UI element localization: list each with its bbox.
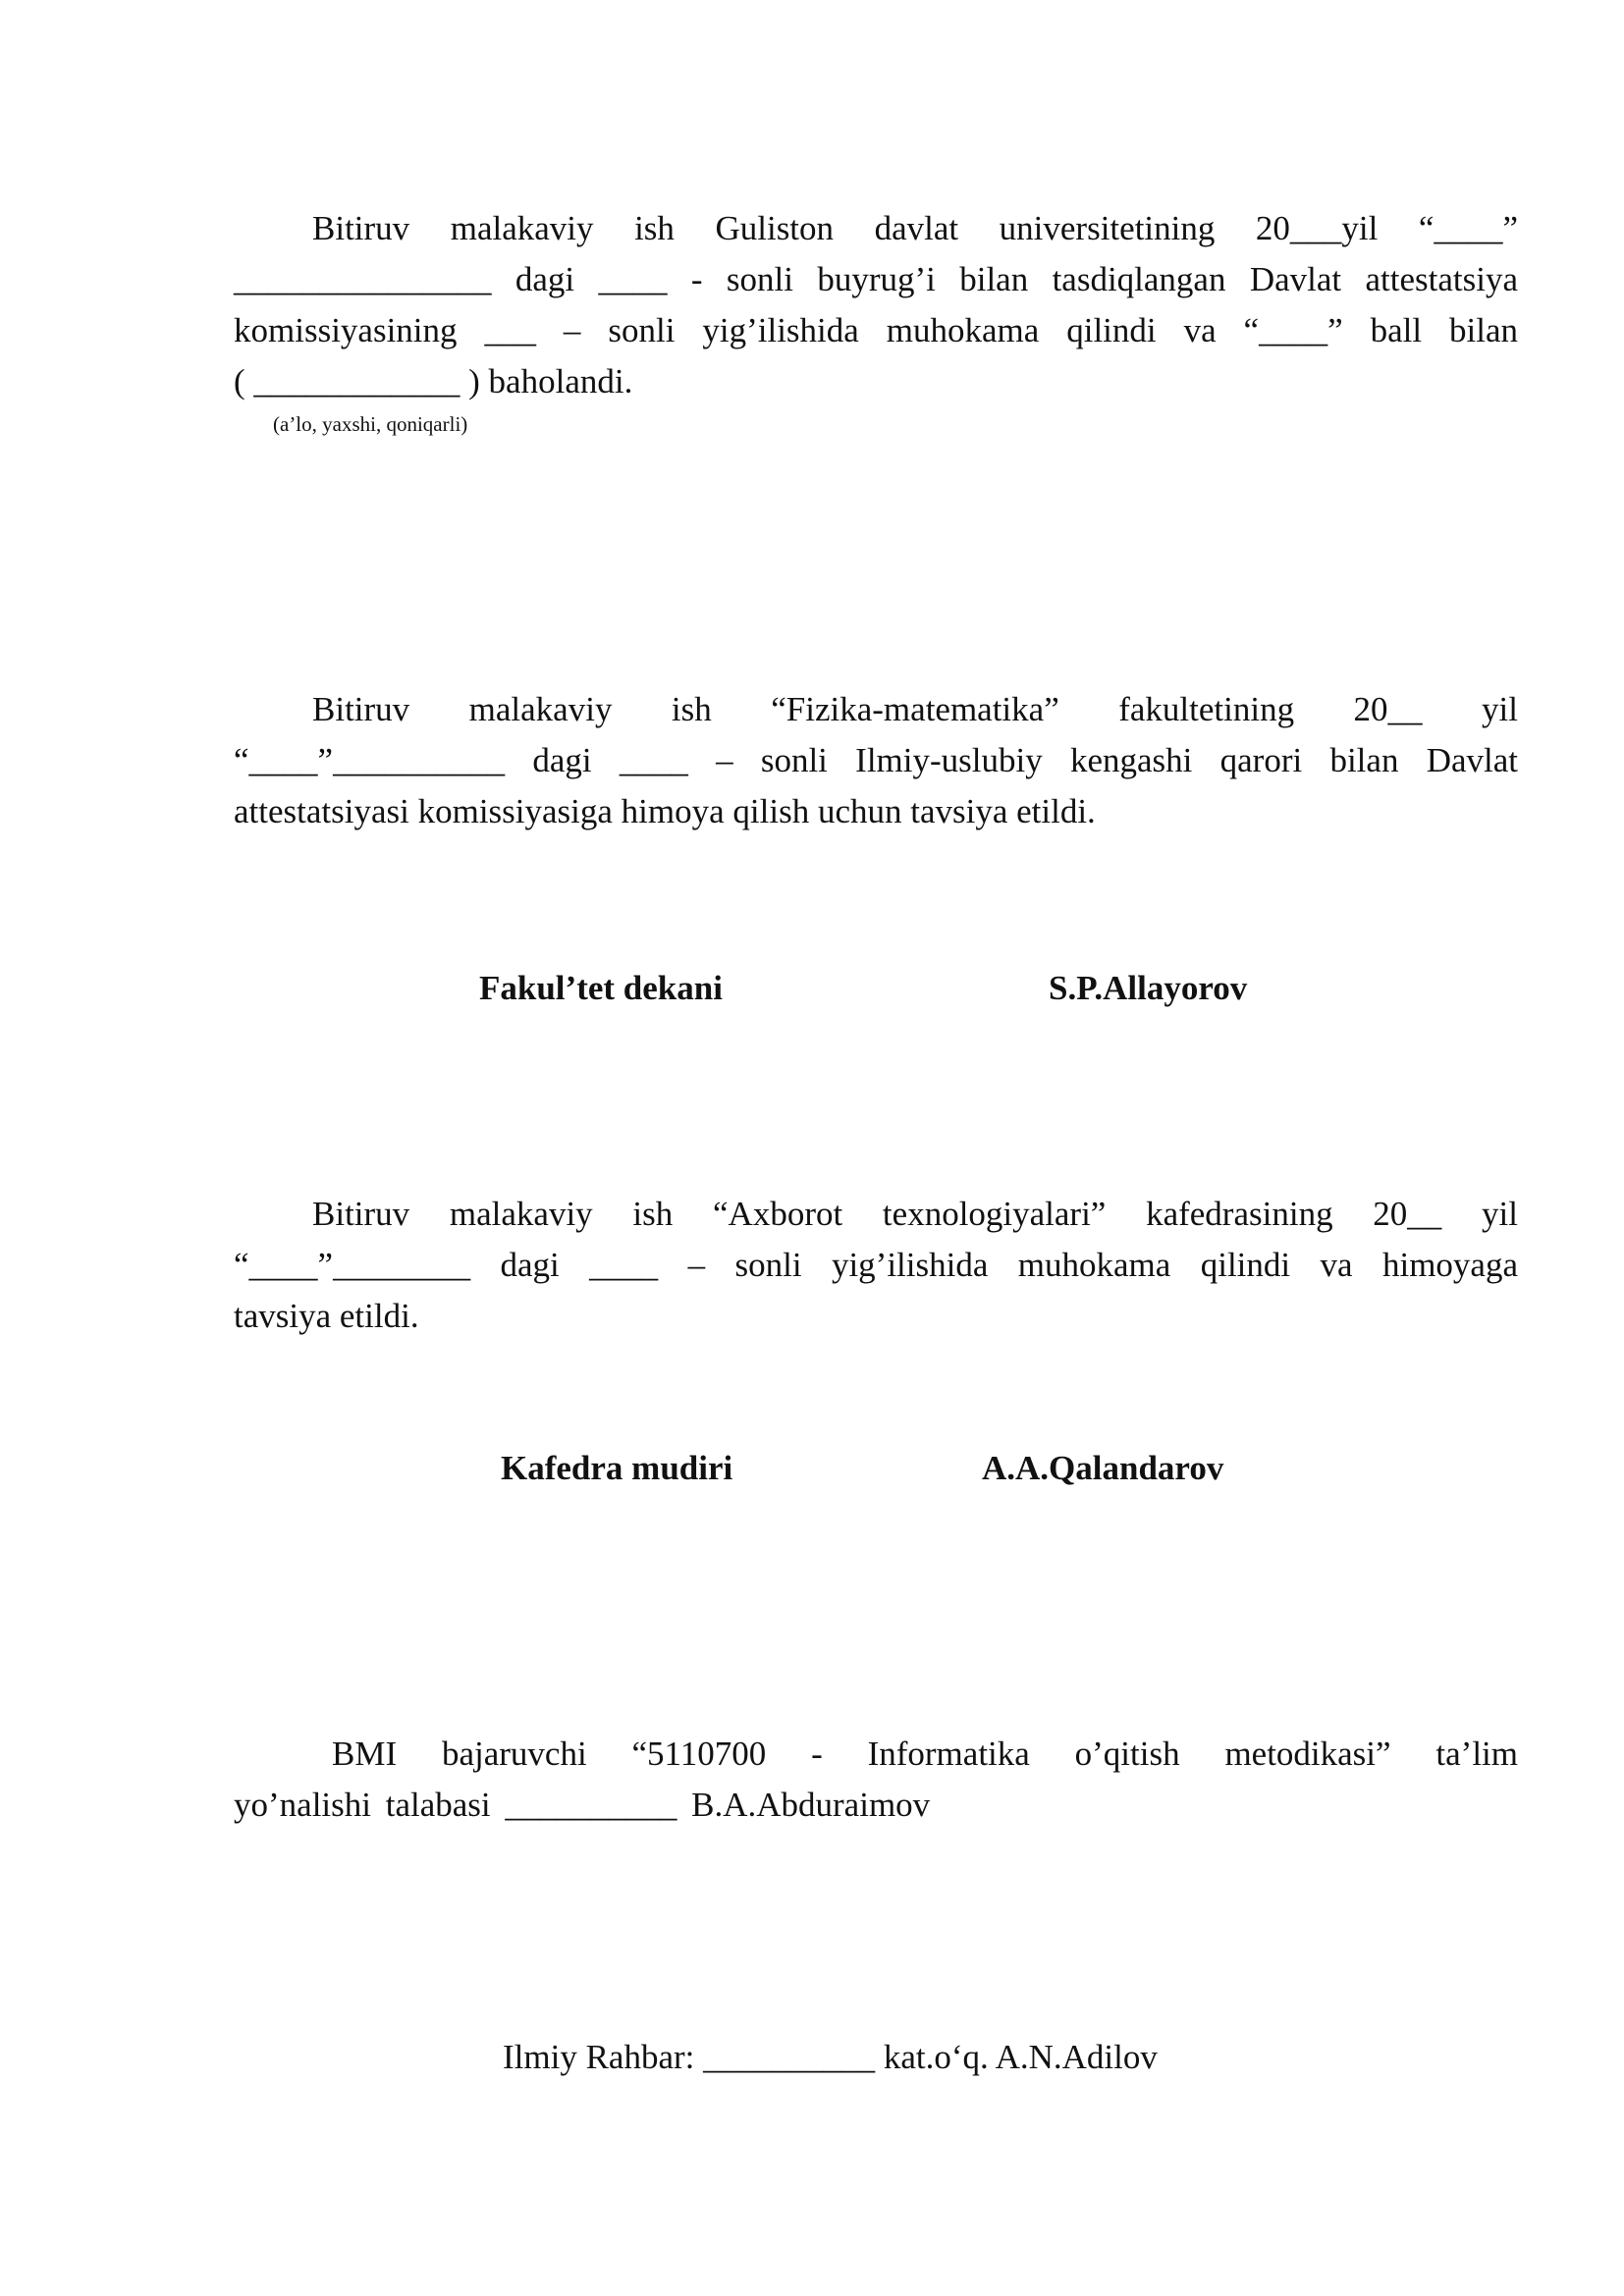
student-paragraph	[234, 1729, 1518, 1831]
paragraph-line: ( ____________ ) baholandi.	[234, 362, 633, 400]
paragraph-line: “____”________ dagi ____ – sonli yig’ilishida muhokama qilindi va himoyaga	[234, 1246, 1518, 1284]
paragraph-line: yo’nalishi talabasi __________ B.A.Abduraimov	[234, 1786, 931, 1824]
grade-options-note: (a’lo, yaxshi, qoniqarli)	[273, 412, 468, 436]
paragraph-line: komissiyasining ___ – sonli yig’ilishida muhokama qilindi va “____” ball bilan	[234, 311, 1518, 349]
department-head-title: Kafedra mudiri	[501, 1449, 733, 1487]
paragraph-line: BMI bajaruvchi “5110700 - Informatika o’qitish metodikasi” ta’lim	[332, 1735, 1518, 1773]
paragraph-line: tavsiya etildi.	[234, 1297, 419, 1335]
dean-title: Fakul’tet dekani	[479, 969, 723, 1007]
paragraph-line: attestatsiyasi komissiyasiga himoya qilish uchun tavsiya etildi.	[234, 792, 1096, 830]
dean-name: S.P.Allayorov	[1049, 969, 1248, 1007]
paragraph-line: Bitiruv malakaviy ish “Axborot texnologiyalari” kafedrasining 20__ yil	[312, 1195, 1518, 1233]
supervisor-line: Ilmiy Rahbar: __________ kat.o‘q. A.N.Adilov	[503, 2038, 1158, 2076]
paragraph-line: _______________ dagi ____ - sonli buyrug’i bilan tasdiqlangan Davlat attestatsiya	[234, 260, 1518, 298]
paragraph-line: “____”__________ dagi ____ – sonli Ilmiy-uslubiy kengashi qarori bilan Davlat	[234, 741, 1518, 779]
paragraph-line: Bitiruv malakaviy ish Guliston davlat universitetining 20___yil “____”	[312, 209, 1518, 247]
approval-paragraph	[234, 203, 1518, 407]
department-recommendation-paragraph	[234, 1189, 1518, 1342]
paragraph-line: Bitiruv malakaviy ish “Fizika-matematika” fakultetining 20__ yil	[312, 690, 1518, 728]
faculty-recommendation-paragraph	[234, 684, 1518, 837]
department-head-name: A.A.Qalandarov	[982, 1449, 1224, 1487]
